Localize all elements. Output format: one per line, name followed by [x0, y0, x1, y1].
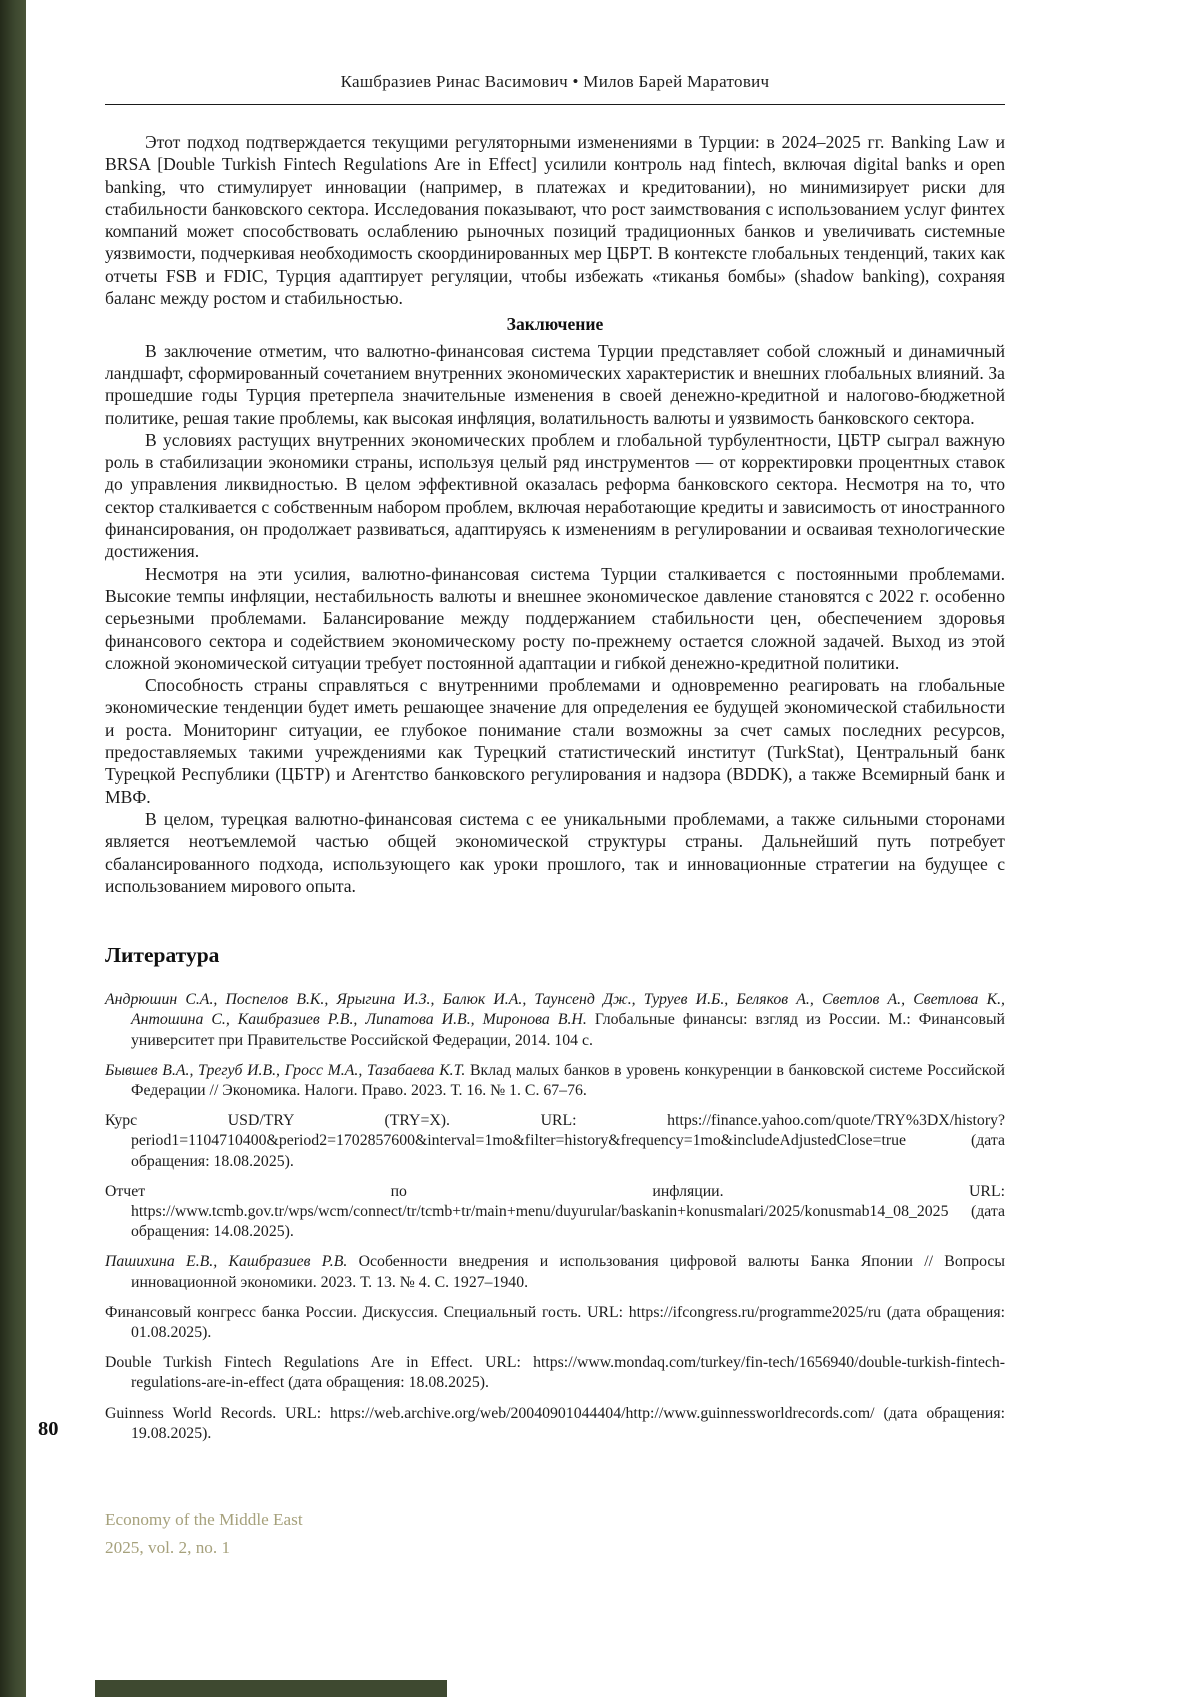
page-header: [105, 72, 1005, 105]
reference-item: [105, 1111, 1005, 1172]
references-heading: Литература: [105, 943, 220, 968]
reference-authors: Бывшев В.А., Трегуб И.В., Гросс М.А., Тазабаева К.Т.: [105, 1061, 466, 1079]
bottom-accent-bar: [95, 1680, 447, 1697]
body-paragraph: В целом, турецкая валютно-финансовая система с ее уникальными проблемами, а также сильными сторонами является неотъемлемой частью общей экономической структуры страны. Дальнейший путь потребует сбалансированного подхода, использующего как уроки прошлого, так и инновационные стратегии на будущее с использованием мирового опыта.: [105, 808, 1005, 896]
article-body: [105, 131, 1005, 1444]
reference-item: [105, 990, 1005, 1051]
page-content: [105, 0, 1005, 1454]
body-paragraph: Способность страны справляться с внутренними проблемами и одновременно реагировать на глобальные экономические тенденции будет иметь решающее значение для определения ее будущей экономической стабильности и роста. Мониторинг ситуации, ее глубокое понимание стали возможны за счет самых последних ресурсов, предоставляемых такими учреждениями как Турецкий статистический институт (TurkStat), Центральный банк Турецкой Республики (ЦБТР) и Агентство банковского регулирования и надзора (BDDK), а также Всемирный банк и МВФ.: [105, 675, 1005, 807]
reference-authors: Андрюшин С.А., Поспелов В.К., Ярыгина И.З., Балюк И.А., Таунсенд Дж., Туруев И.Б., Беляков А., Светлов А., Светлова К., Антошина С., Кашбразиев Р.В., Липатова И.В., Миронова В.Н.: [105, 991, 1005, 1029]
reference-text: Особенности внедрения и использования цифровой валюты Банка Японии // Вопросы инновационной экономики. 2023. Т. 13. № 4. С. 1927–1940.: [131, 1253, 1006, 1291]
reference-text: Отчет по инфляции. URL: https://www.tcmb.gov.tr/wps/wcm/connect/tr/tcmb+tr/main+menu/duyurular/baskanin+konusmalari/2025/konusmab14_08_2025 (дата обращения: 14.08.2025).: [105, 1182, 1005, 1241]
body-paragraph: В условиях растущих внутренних экономических проблем и глобальной турбулентности, ЦБТР сыграл важную роль в стабилизации экономики страны, используя целый ряд инструментов — от корректировки процентных ставок до управления ликвидностью. В целом эффективной оказалась реформа банковского сектора. Несмотря на то, что сектор сталкивается с собственным набором проблем, включая неработающие кредиты и зависимость от иностранного финансирования, он продолжает развиваться, адаптируясь к изменениям в регулировании и осваивая технологические достижения.: [105, 429, 1005, 562]
left-edge-band: [0, 0, 26, 1697]
journal-title: Economy of the Middle East: [105, 1510, 303, 1529]
reference-text: Глобальные финансы: взгляд из России. М.: Финансовый университет при Правительстве Российской Федерации, 2014. 104 с.: [131, 1011, 1006, 1049]
reference-item: [105, 1061, 1005, 1101]
reference-text: Финансовый конгресс банка России. Дискуссия. Специальный гость. URL: https://ifcongress.ru/programme2025/ru (дата обращения: 01.08.2025).: [105, 1303, 1005, 1341]
reference-text: Double Turkish Fintech Regulations Are in Effect. URL: https://www.mondaq.com/turkey/fin-tech/1656940/double-turkish-fintech-regulations-are-in-effect (дата обращения: 18.08.2025).: [105, 1354, 1005, 1392]
reference-text: Guinness World Records. URL: https://web.archive.org/web/20040901044404/http://www.guinnessworldrecords.com/ (дата обращения: 19.08.2025).: [105, 1404, 1005, 1442]
reference-authors: Пашихина Е.В., Кашбразиев Р.В.: [105, 1253, 348, 1271]
journal-footer: [105, 1506, 303, 1562]
body-paragraph: Этот подход подтверждается текущими регуляторными изменениями в Турции: в 2024–2025 гг. Banking Law и BRSA [Double Turkish Fintech Regulations Are in Effect] усилили контроль над fintech, включая digital banks и open banking, что стимулирует инновации (например, в платежах и кредитовании), но минимизирует риски для стабильности банковского сектора. Исследования показывают, что рост заимствования с использованием услуг финтех компаний может способствовать ослаблению рыночных позиций традиционных банков и увеличивать системные уязвимости, подчеркивая необходимость скоординированных мер ЦБРТ. В контексте глобальных тенденций, таких как отчеты FSB и FDIC, Турция адаптирует регуляции, чтобы избежать «тиканья бомбы» (shadow banking), сохраняя баланс между ростом и стабильностью.: [105, 132, 1005, 309]
header-rule: [105, 104, 1005, 105]
section-heading-conclusion: Заключение: [506, 314, 604, 335]
reference-item: [105, 1252, 1005, 1292]
body-paragraph: В заключение отметим, что валютно-финансовая система Турции представляет собой сложный и динамичный ландшафт, сформированный сочетанием внутренних экономических характеристик и внешних глобальных влияний. За прошедшие годы Турция претерпела значительные изменения в своей денежно-кредитной и налогово-бюджетной политике, решая такие проблемы, как высокая инфляция, волатильность валюты и уязвимость банковского сектора.: [105, 340, 1005, 428]
reference-item: [105, 1404, 1005, 1444]
journal-issue: 2025, vol. 2, no. 1: [105, 1538, 231, 1557]
reference-item: [105, 1353, 1005, 1393]
reference-item: [105, 1182, 1005, 1243]
reference-item: [105, 1303, 1005, 1343]
running-head-authors: Кашбразиев Ринас Васимович • Милов Барей Маратович: [340, 72, 770, 91]
body-paragraph: Несмотря на эти усилия, валютно-финансовая система Турции сталкивается с постоянными проблемами. Высокие темпы инфляции, нестабильность валюты и внешнее экономическое давление становятся с 2022 г. особенно серьезными проблемами. Балансирование между поддержанием стабильности цен, обеспечением здоровья финансового сектора и содействием экономическому росту по-прежнему остается сложной задачей. Выход из этой сложной экономической ситуации требует постоянной адаптации и гибкой денежно-кредитной политики.: [105, 563, 1005, 673]
page-number: 80: [38, 1418, 59, 1440]
reference-text: Вклад малых банков в уровень конкуренции в банковской системе Российской Федерации // Экономика. Налоги. Право. 2023. Т. 16. № 1. С. 67–76.: [131, 1061, 1005, 1099]
reference-text: Курс USD/TRY (TRY=X). URL: https://finance.yahoo.com/quote/TRY%3DX/history?period1=1104710400&period2=1702857600&interval=1mo&filter=history&frequency=1mo&includeAdjustedClose=true (дата обращения: 18.08.2025).: [105, 1112, 1005, 1170]
